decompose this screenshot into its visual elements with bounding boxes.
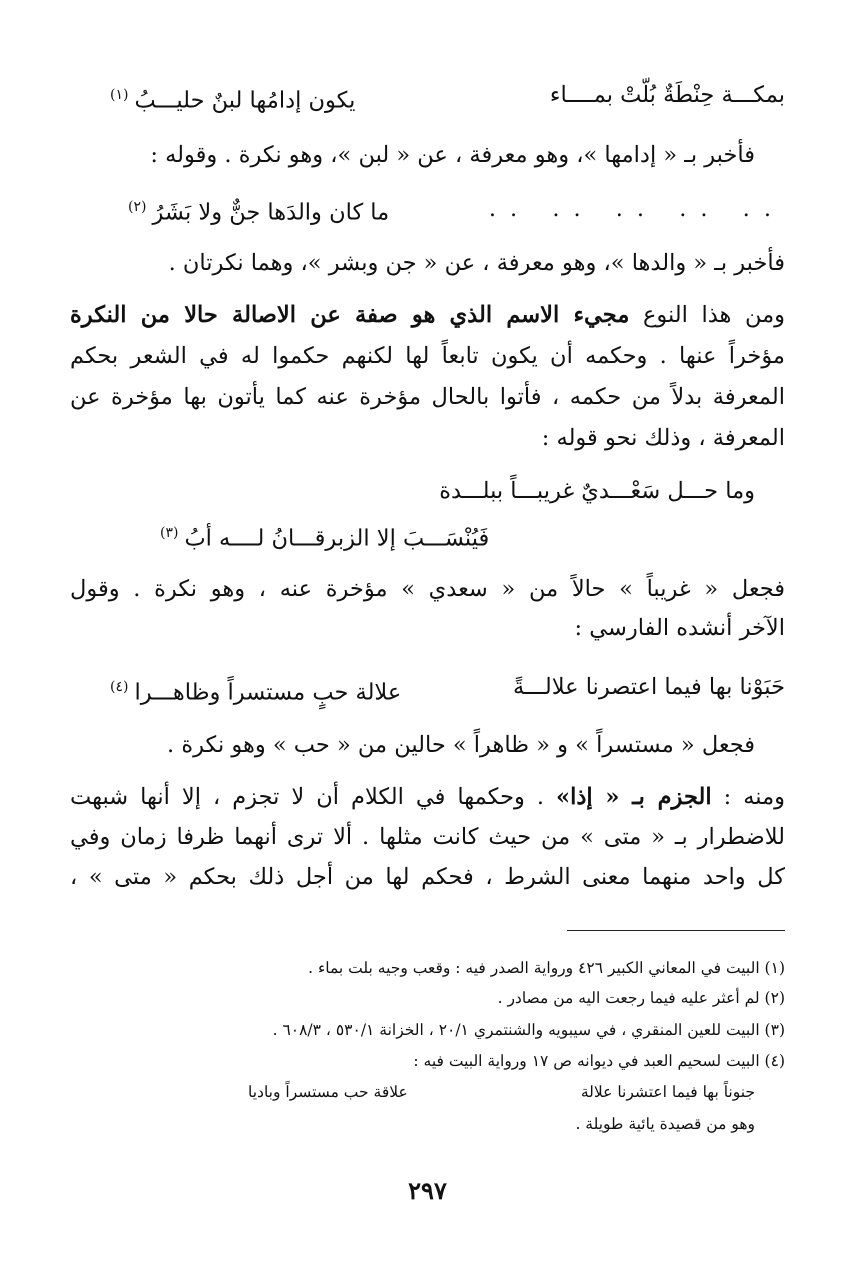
verse-4-left xyxy=(110,670,401,710)
body-line-2: فأخبر بـ « إدامها »، وهو معرفة ، عن « لبن »، وهو نكرة . وقوله : xyxy=(150,142,755,168)
page-number: ٢٩٧ xyxy=(408,1176,447,1205)
section-heading-bold: مجيء الاسم الذي هو صفة عن الاصالة حالا من النكرة xyxy=(70,302,630,328)
verse-2 xyxy=(128,190,389,230)
body-line-13 xyxy=(70,780,785,814)
verse-1-hemistich-b: يكون إدامُها لبنٌ حليـــبُ xyxy=(134,87,356,114)
footnote-4-end: وهو من قصيدة يائية طويلة . xyxy=(575,1115,755,1133)
footnote-ref-3: (٣) xyxy=(160,525,179,541)
verse-4-hemistich-a: حَبَوْنا بها فيما اعتصرنا علالـــةً xyxy=(513,674,785,700)
verse-1-left xyxy=(110,78,355,118)
footnote-4-verse-b: علاقة حب مستسراً وباديا xyxy=(248,1083,408,1101)
footnote-ref-2: (٢) xyxy=(128,199,147,215)
ellipsis-dots: .. .. .. .. .. xyxy=(488,196,785,222)
footnote-2: (٢) لم أعثر عليه فيما رجعت اليه من مصادر . xyxy=(497,989,785,1007)
body-line-13-intro: ومنه : xyxy=(723,784,785,810)
verse-4-hemistich-b: علالة حبٍ مستسراً وظاهـــرا xyxy=(134,679,402,706)
footnote-1: (١) البيت في المعاني الكبير ٤٢٦ ورواية الصدر فيه : وقعب وجيه بلت بماء . xyxy=(308,959,785,977)
verse-3-line-2 xyxy=(160,516,489,556)
verse-1-right xyxy=(550,78,785,112)
footnote-ref-4: (٤) xyxy=(110,679,129,695)
verse-2-text: ما كان والدَها جنٌّ ولا بَشَرُ xyxy=(152,199,390,226)
body-line-14: للاضطرار بـ « متى » من حيث كانت مثلها . ألا ترى أنهما ظرفا زمان وفي xyxy=(70,824,785,850)
verse-3-line-2-text: فَيُنْسَـــبَ إلا الزبرقـــانُ لــــه أبُ xyxy=(184,525,490,552)
body-line-10: الآخر أنشده الفارسي : xyxy=(574,615,785,641)
body-line-12: فجعل « مستسراً » و « ظاهراً » حالين من « حب » وهو نكرة . xyxy=(167,732,755,758)
body-line-5-intro: ومن هذا النوع xyxy=(642,302,785,328)
verse-3-line-1: وما حـــل سَعْـــديٌ غريبـــاً ببلـــدة xyxy=(439,478,755,504)
body-line-4: فأخبر بـ « والدها »، وهو معرفة ، عن « جن وبشر »، وهما نكرتان . xyxy=(168,250,785,276)
body-line-5 xyxy=(70,298,785,332)
body-line-6: مؤخراً عنها . وحكمه أن يكون تابعاً لها لكنهم حكموا له في الشعر بحكم xyxy=(70,343,785,369)
footnote-separator xyxy=(567,930,785,931)
footnote-ref-1-mark: (١) xyxy=(110,87,129,103)
footnote-3: (٣) البيت للعين المنقري ، في سيبويه والشنتمري ٢٠/١ ، الخزانة ٥٣٠/١ ، ٦٠٨/٣ . xyxy=(272,1021,785,1039)
body-line-8: المعرفة ، وذلك نحو قوله : xyxy=(541,425,785,451)
body-line-15: كل واحد منهما معنى الشرط ، فحكم لها من أجل ذلك بحكم « متى » ، xyxy=(70,864,785,890)
body-line-13-rest: . وحكمها في الكلام أن لا تجزم ، إلا أنها شبهت xyxy=(70,784,545,810)
bold-phrase-jazm: الجزم بـ « إذا» xyxy=(556,784,712,810)
body-line-9: فجعل « غريباً » حالاً من « سعدي » مؤخرة عنه ، وهو نكرة . وقول xyxy=(70,576,785,602)
footnote-4-verse-a: جنوناً بها فيما اعتشرنا علالة xyxy=(580,1083,755,1101)
body-line-7: المعرفة بدلاً من حكمه ، فأتوا بالحال مؤخرة عنه كما يأتون بها مؤخرة عن xyxy=(70,384,785,410)
verse-1-hemistich-a: بمكـــة حِنْطَةٌ بُلّتْ بمــــاء xyxy=(549,82,785,108)
footnote-4: (٤) البيت لسحيم العبد في ديوانه ص ١٧ ورواية البيت فيه : xyxy=(413,1052,785,1070)
